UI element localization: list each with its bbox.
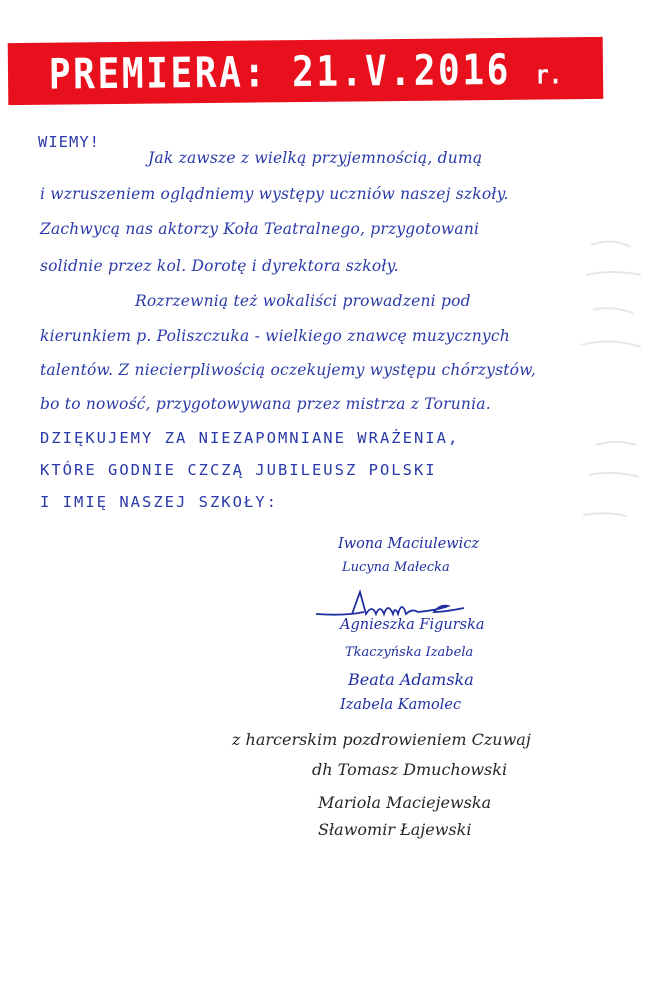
premiere-date (49, 44, 563, 98)
letter-line: talentów. Z niecierpliwością oczekujemy występu chórzystów, (40, 361, 536, 379)
letter-line: bo to nowość, przygotowywana przez mistrza z Torunia. (40, 395, 491, 413)
bleed-through-marks (571, 215, 661, 545)
signature: Beata Adamska (348, 670, 474, 689)
letter-line: Rozrzewnią też wokaliści prowadzeni pod (135, 292, 471, 310)
letter-closing-line: DZIĘKUJEMY ZA NIEZAPOMNIANE WRAŻENIA, (40, 429, 460, 447)
signature: Lucyna Małecka (342, 560, 450, 575)
letter-line: Zachwycą nas aktorzy Koła Teatralnego, przygotowani (40, 220, 480, 238)
signature: Sławomir Łajewski (318, 820, 472, 839)
premiere-date-text: PREMIERA: 21.V.2016 (48, 44, 512, 99)
signature: Izabela Kamolec (340, 697, 462, 713)
signature: dh Tomasz Dmuchowski (312, 760, 508, 779)
signature: Agnieszka Figurska (340, 617, 485, 633)
premiere-banner (8, 37, 604, 105)
letter-line: kierunkiem p. Poliszczuka - wielkiego znawcę muzycznych (40, 327, 510, 345)
letter-line: solidnie przez kol. Dorotę i dyrektora szkoły. (40, 257, 399, 275)
signature: Mariola Maciejewska (318, 793, 492, 812)
scout-greeting: z harcerskim pozdrowieniem Czuwaj (232, 730, 531, 749)
letter-line: Jak zawsze z wielką przyjemnością, dumą (148, 149, 483, 167)
premiere-date-suffix: r. (535, 59, 563, 91)
signature: Tkaczyńska Izabela (345, 645, 474, 660)
signature: Iwona Maciulewicz (338, 536, 480, 552)
letter-greeting: WIEMY! (38, 133, 100, 151)
letter-line: i wzruszeniem oglądniemy występy uczniów naszej szkoły. (40, 185, 509, 203)
letter-closing-line: I IMIĘ NASZEJ SZKOŁY: (40, 493, 278, 511)
letter-closing-line: KTÓRE GODNIE CZCZĄ JUBILEUSZ POLSKI (40, 461, 437, 479)
